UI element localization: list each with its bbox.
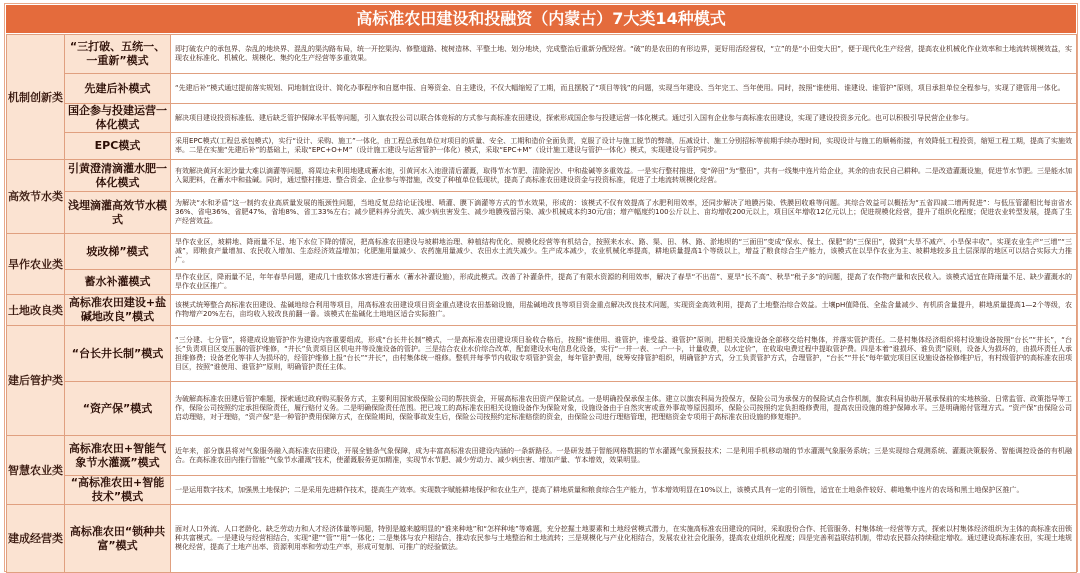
mode-description: “先建后补”模式通过提前落实规划、同地制宜设计、简化办事程序和自愿申报、自筹资金、自主建设，不仅大幅缩短了工期，而且摆脱了“项目等钱”的问题，实现当年建设、当年完工、当年使用。同时，按照“谁使用、谁建设、谁管护”原则，项目承担单位全程参与，实现了建管用一体化。 <box>171 74 1077 104</box>
mode-name: EPC模式 <box>65 133 171 160</box>
table-row <box>7 505 1077 573</box>
mode-name: 高标准农田建设+盐碱地改良”模式 <box>65 295 171 326</box>
table-row <box>7 326 1077 382</box>
document-frame <box>4 3 1078 572</box>
mode-description: “三分建、七分管”，将建成设施管护作为建设内容重要组成，形成“台长井长制”模式，一是高标准农田建设项目验收合格后，按照“谁使用、谁管护，谁受益、谁管护”原则，把相关设施设备全部移交给村集体，并落实管护责任。二是村集体经济组织将村设施设备按照“台长”“井长”，“台长”负责项目区变压器的管护维修，“井长”负责项目区机电井等设施设备的管护。三是结合农业水价综合改革，配套建设水电信息化设备，实行“一井一表、一户一卡，计量收费，以水定价”，在收取电费过程中提取管护费。四是本着“谁损坏、谁负责”原则，设备人为损坏的，由损坏责任人承担维修费；设备老化等非人为损坏的，经管护维修上报“台长”“井长”，由村集体统一维修。整机井每季节内收取专项管护资金，每年管护费用，统筹安排管护组织，明确管护方式，分工负责管护方式，合理管护，“台长”“井长”每年做完项目区设施设备检修维护后，有村级管护的高标准农田项目区，按照“谁使用、谁管护”原则，明确管护责任主体。 <box>171 326 1077 382</box>
mode-description: 近年来，部分旗县将对气象服务融入高标准农田建设，开展全链条气象保障，成为丰富高标准农田建设内涵的一条新路径。一是研发基于智能网格数据的节水灌溉气象预报技术；二是利用手机移动端的节水灌溉气象服务系统；三是实现综合观测系统、灌溉决策服务、智能调控设备的有机融合。在高标准农田内推行智能“气象节水灌溉”技术，使灌溉服务更加精准，实现节水节肥、减少劳动力、减少病虫害、增加产量、节本增效，效果明显。 <box>171 436 1077 476</box>
table-row <box>7 192 1077 234</box>
table-row <box>7 234 1077 270</box>
mode-name: 先建后补模式 <box>65 74 171 104</box>
mode-name: 蓄水补灌模式 <box>65 270 171 295</box>
mode-name: 高标准农田+智能气象节水灌溉”模式 <box>65 436 171 476</box>
category-cell: 机制创新类 <box>7 35 65 160</box>
page-title: 高标准农田建设和投融资（内蒙古）7大类14种模式 <box>6 5 1076 33</box>
mode-description: 面对人口外流、人口老龄化、缺乏劳动力和人才经济体量等问题，特别是越来越明显的“谁来种地”和“怎样种地”等难题，充分挖掘土地要素和土地经营模式潜力，在实施高标准农田建设的同时，采取股份合作、托管服务、村集体统一经营等方式，探索以村集体经济组织为主体的高标准农田锁种共富模式。一是建设与经营相结合，实现“建”“管”“用”一体化；二是集体与农户相结合，推动农民参与土地整治和土地流转；三是规模化与产业化相结合，发展农业社会化服务，提高农业组织化程度；四是完善利益联结机制，带动农民群众持续稳定增收。通过建设高标准农田，实现土地规模化经营，提高了土地产出率、资源利用率和劳动生产率，形成可复制、可推广的经验做法。 <box>171 505 1077 573</box>
mode-name: 国企参与投建运营一体化模式 <box>65 104 171 133</box>
mode-description: 有效解决黄河水泥沙量大难以滴灌等问题，将周边未利用地建成蓄水池，引黄河水入池澄清后灌溉，取得节水节肥、清除泥沙、中和盐碱等多重效益。一是实行整村推进，变“碎田”为“整田”，共有一线集中连片给企业，其余的由农民自己耕种。二是改造灌溉设施，促进节水节肥。三是能水加入氮肥料，在蓄水中和盐碱。同时，通过整村推进、整合资金、企业参与等措施，改变了种植单位低现状，提高了高标准农田建设资金与投资标准，促进了土地流转规模化经营。 <box>171 160 1077 192</box>
mode-name: 高标准农田“锁种共富”模式 <box>65 505 171 573</box>
category-cell: 建后管护类 <box>7 326 65 436</box>
table-row <box>7 382 1077 436</box>
mode-name: 坡改梯”模式 <box>65 234 171 270</box>
table-row <box>7 104 1077 133</box>
mode-description: 为解决“水和矛盾”这一制约农业高质量发展的瓶颈性问题，当地反复总结论证浅埋、喷灌、膜下滴灌等方式的节水效果，形成的：该模式不仅有效提高了水肥利用效率，还同步解决了地膜污染、铁膜回收难等问题。其综合效益可以概括为“五省四减二增两促进”：与低压管灌相比每亩省水36%、省电36%、省肥47%、省地8%、省工33%左右；减少肥料养分流失、减少病虫害发生、减少地膜残留污染、减少机械成本约30元/亩；增产幅度约100公斤以上、亩均增收200元以上，项目区年增收12亿元以上；促进规模化经营，提升了组织化程度；促进农业转型发展，提高了生产经营效益。 <box>171 192 1077 234</box>
category-cell: 智慧农业类 <box>7 436 65 505</box>
mode-name: 引黄澄清滴灌水肥一体化模式 <box>65 160 171 192</box>
modes-table <box>6 34 1077 573</box>
mode-name: “三打破、五统一、一重新”模式 <box>65 35 171 74</box>
table-row <box>7 476 1077 505</box>
table-row <box>7 436 1077 476</box>
mode-description: 一是运用数字技术，加强黑土地保护；二是采用先进耕作技术，提高生产效率。实现数字赋能耕地保护和农业生产，提高了耕地质量和粮食综合生产能力，节本增效明显在10%以上，该模式具有一定的引领性，适宜在土地条件较好、耕地集中连片的农场和黑土地保护区推广。 <box>171 476 1077 505</box>
mode-name: “高标准农田+智能技术”模式 <box>65 476 171 505</box>
table-row <box>7 295 1077 326</box>
category-cell: 旱作农业类 <box>7 234 65 295</box>
mode-description: 旱作农业区，降雨量不足，年年春旱问题，建成几十座软体水窖进行蓄水（蓄水补灌设施），形成此模式。改善了补灌条件，提高了有限水资源的利用效率，解决了春旱“不出苗”、夏旱“长不高”、秋旱“秕子多”的问题，提高了农作物产量和农民收入。该模式适宜在降雨量不足、缺少灌溉水的旱作农业区推广。 <box>171 270 1077 295</box>
mode-description: 该模式统筹整合高标准农田建设、盐碱地综合利用等项目，用高标准农田建设项目资金重点建设农田基础设施，用盐碱地改良等项目资金重点解决改良技术问题，实现资金高效利用，提高了土地整治综合效益。土壤pH值降低、全盐含量减少、有机质含量提升，耕地质量提高1—2个等级，农作物增产20%左右，亩均收入较改良前翻一番。该模式在盐碱化土地地区适合实际推广。 <box>171 295 1077 326</box>
mode-name: 浅埋滴灌高效节水模式 <box>65 192 171 234</box>
mode-description: 解决项目建设投资标准低、建后缺乏管护保障水平低等问题，引入旗农投公司以联合体竞标的方式参与高标准农田建设，探索形成国企参与投建运营一体化模式。通过引入国有企业参与高标准农田建设，实现了建设投资多元化。也可以积极引导民营企业参与。 <box>171 104 1077 133</box>
category-cell: 土地改良类 <box>7 295 65 326</box>
category-cell: 建成经营类 <box>7 505 65 573</box>
mode-description: 为破解高标准农田建后管护难题，探索通过政府购买服务方式，主要利用国家级保险公司的帮扶资金，开展高标准农田资产保险试点。一是明确投保承保主体。建立以旗农科局为投保方，保险公司为承保方的保险试点合作机制，旗农科局协助开展承保前的实地核验、日常监管、政策指导等工作，保险公司按照约定承担保险责任，履行赔付义务。二是明确保险责任范围。把已竣工的高标准农田相关设施设备作为保险对象，设施设备由于自然灾害或意外事故等原因损坏，保险公司按照约定负担维修费用，提高农田设施的维护保障水平。三是明确赔付管理方式。“资产保”由保险公司启动理赔，对于理赔，“资产保”是一种管护费用保障方式，在保险期间，保险事故发生后，保险公司按照约定标准赔偿的资金，由保险公司进行理赔管理，把理赔资金专项用于高标准农田设施的修复维护。 <box>171 382 1077 436</box>
mode-description: 即打破农户的承包界、杂乱的地块界、混乱的渠沟路布局，统一开挖渠沟、修整道路、梳树造林、平整土地、划分地块，完成整治后重新分配经营。“破”的是农田的有形边界，更好用活经营权，“立”的是“小田变大田”，便于现代化生产经营，提高农业机械化作业效率和土地流转规模效益，实现农业标准化、机械化、规模化、集约化生产经营等多重效果。 <box>171 35 1077 74</box>
table-row <box>7 270 1077 295</box>
mode-description: 采用EPC模式(工程总承包模式)，实行“设计、采购、施工”一体化，由工程总承包单位对项目的质量、安全、工期和造价全面负责，克服了设计与施工脱节的弊端，压减设计、施工分别招标等前期手续办理时间，实现设计与施工的顺畅衔接，有效降低工程投资，缩短工程工期，提高了实施效率。二是在实施“先建后补”的基础上，采取“EPC+O+M”（设计施工建设与运营管护一体化）模式，采取“EPC+M”（设计施工建设与管护一体化）模式，实现建设与管护同步。 <box>171 133 1077 160</box>
table-row <box>7 74 1077 104</box>
table-row <box>7 35 1077 74</box>
table-row <box>7 160 1077 192</box>
table-row <box>7 133 1077 160</box>
mode-description: 旱作农业区，坡耕地、降雨量不足、地下水位下降的情况，把高标准农田建设与坡耕地治理、种植结构优化、规模化经营等有机结合，按照来水水、路、渠、田、林、路、淤地坝的“三面田”变成“保水、保土、保肥”的“三保田”，做到“大旱不减产、小旱保丰收”。实现农业生产“三增”“三减”，即粮食产量增加、农民收入增加、生态经济效益增加；化肥施用量减少、农药施用量减少、农田水土流失减少。生产成本减少，农业机械化率提高，耕地质量提高1个等级以上，增益了粮食综合生产能力，该模式在以旱作农业为主、坡耕地较多且土层深厚的地区可以结合实际大力推广。 <box>171 234 1077 270</box>
mode-name: “资产保”模式 <box>65 382 171 436</box>
category-cell: 高效节水类 <box>7 160 65 234</box>
mode-name: “台长井长制”模式 <box>65 326 171 382</box>
